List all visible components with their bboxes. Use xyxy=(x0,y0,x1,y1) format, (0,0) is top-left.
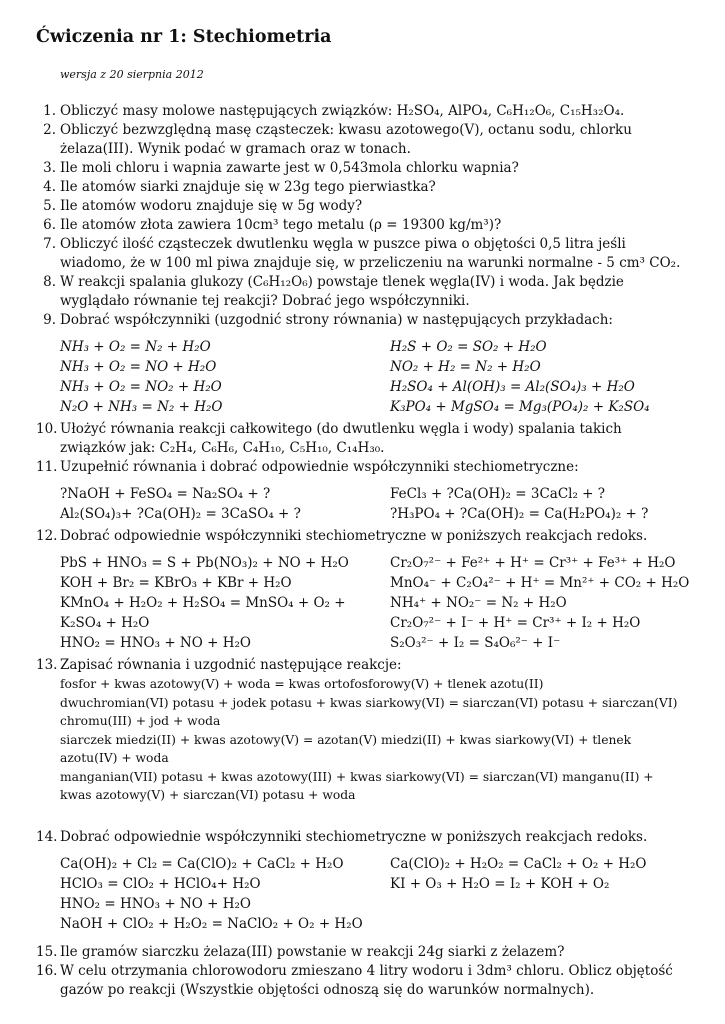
equation: FeCl₃ + ?Ca(OH)₂ = 3CaCl₂ + ? xyxy=(390,486,606,502)
exercise-14: 14. Dobrać odpowiednie współczynniki stechiometryczne w poniższych reakcjach redoks. Ca(OH)₂ + Cl₂ = Ca(ClO)₂ + CaCl₂ + H₂O Ca(ClO)₂ + H₂O₂ = CaCl₂ + O₂ + H₂O HClO₃ = ClO₂ + HClO₄+ H₂O KI + O₃ + H₂O = I₂ + KOH + O₂ HNO₂ = HNO₃ + NO + H₂O NaOH + ClO₂ + H₂O₂ = NaClO₂ + O₂ + H₂O xyxy=(36,828,687,943)
page-title: Ćwiczenia nr 1: Stechiometria xyxy=(36,27,332,47)
equation: NH₃ + O₂ = NO₂ + H₂O xyxy=(60,379,222,395)
equation-grid-9 xyxy=(60,337,687,417)
reaction-line: fosfor + kwas azotowy(V) + woda = kwas ortofosforowy(V) + tlenek azotu(II) xyxy=(60,677,544,691)
equation xyxy=(390,914,687,934)
equation: K₂SO₄ + H₂O xyxy=(60,615,150,631)
exercise-2: 2. Obliczyć bezwzględną masę cząsteczek: kwasu azotowego(V), octanu sodu, chlorku żelaza(III). Wynik podać w gramach oraz w tonach. xyxy=(43,122,632,157)
equation xyxy=(390,894,687,914)
reaction-descriptions xyxy=(60,675,687,805)
equation: NH₃ + O₂ = N₂ + H₂O xyxy=(60,339,211,355)
equation: KMnO₄ + H₂O₂ + H₂SO₄ = MnSO₄ + O₂ + xyxy=(60,595,346,611)
equation: H₂SO₄ + Al(OH)₃ = Al₂(SO₄)₃ + H₂O xyxy=(390,379,635,395)
equation: Al₂(SO₄)₃+ ?Ca(OH)₂ = 3CaSO₄ + ? xyxy=(60,506,301,522)
exercise-5: 5. Ile atomów wodoru znajduje się w 5g wody? xyxy=(43,198,363,214)
version-line: wersja z 20 sierpnia 2012 xyxy=(60,68,204,81)
exercise-6: 6. Ile atomów złota zawiera 10cm³ tego metalu (ρ = 19300 kg/m³)? xyxy=(43,217,502,233)
exercise-4: 4. Ile atomów siarki znajduje się w 23g tego pierwiastka? xyxy=(43,179,436,195)
reaction-line: siarczek miedzi(II) + kwas azotowy(V) = azotan(V) miedzi(II) + kwas siarkowy(VI) + tlenek azotu(IV) + woda xyxy=(60,732,632,765)
equation: KI + O₃ + H₂O = I₂ + KOH + O₂ xyxy=(390,875,610,892)
equation: H₂S + O₂ = SO₂ + H₂O xyxy=(390,339,547,355)
exercise-15: 15. Ile gramów siarczku żelaza(III) powstanie w reakcji 24g siarki z żelazem? xyxy=(36,943,565,960)
equation-grid-12 xyxy=(60,553,690,653)
equation: NO₂ + H₂ = N₂ + H₂O xyxy=(390,359,541,375)
equation: N₂O + NH₃ = N₂ + H₂O xyxy=(60,399,223,415)
equation: HClO₃ = ClO₂ + HClO₄+ H₂O xyxy=(60,875,261,892)
exercise-16: 16. W celu otrzymania chlorowodoru zmieszano 4 litry wodoru i 3dm³ chloru. Oblicz objętość gazów po reakcji (Wszystkie objętości odnoszą się do warunków normalnych). xyxy=(36,962,673,998)
reaction-line: manganian(VII) potasu + kwas azotowy(III) + kwas siarkowy(VI) = siarczan(VI) manganu(II) + kwas azotowy(V) + siarczan(VI) potasu + woda xyxy=(60,769,654,802)
exercise-10: 10. Ułożyć równania reakcji całkowitego (do dwutlenku węgla i wody) spalania takich związków jak: C₂H₄, C₆H₆, C₄H₁₀, C₅H₁₀, C₁₄H₃₀. xyxy=(36,421,622,456)
equation-grid-14 xyxy=(60,854,687,934)
equation: HNO₂ = HNO₃ + NO + H₂O xyxy=(60,635,251,651)
exercise-1: 1. Obliczyć masy molowe następujących związków: H₂SO₄, AlPO₄, C₆H₁₂O₆, C₁₅H₃₂O₄. xyxy=(43,103,625,119)
equation: NH₄⁺ + NO₂⁻ = N₂ + H₂O xyxy=(390,595,567,611)
equation: HNO₂ = HNO₃ + NO + H₂O xyxy=(60,895,251,912)
exercise-12: 12. Dobrać odpowiednie współczynniki stechiometryczne w poniższych reakcjach redoks. PbS + HNO₃ = S + Pb(NO₃)₂ + NO + H₂O Cr₂O₇²⁻ + Fe²⁺ + H⁺ = Cr³⁺ + Fe³⁺ + H₂O KOH + Br₂ = KBrO₃ + KBr + H₂O MnO₄⁻ + C₂O₄²⁻ + H⁺ = Mn²⁺ + CO₂ + H₂O KMnO₄ + H₂O₂ + H₂SO₄ = MnSO₄ + O₂ + NH₄⁺ + NO₂⁻ = N₂ + H₂O K₂SO₄ + H₂O Cr₂O₇²⁻ + I⁻ + H⁺ = Cr³⁺ + I₂ + H₂O HNO₂ = HNO₃ + NO + H₂O S₂O₃²⁻ + I₂ = S₄O₆²⁻ + I⁻ xyxy=(36,528,690,651)
equation: K₃PO₄ + MgSO₄ = Mg₃(PO₄)₂ + K₂SO₄ xyxy=(390,399,650,415)
equation: ?NaOH + FeSO₄ = Na₂SO₄ + ? xyxy=(60,486,271,502)
equation: Cr₂O₇²⁻ + Fe²⁺ + H⁺ = Cr³⁺ + Fe³⁺ + H₂O xyxy=(390,555,676,571)
equation: ?H₃PO₄ + ?Ca(OH)₂ = Ca(H₂PO₄)₂ + ? xyxy=(390,506,649,522)
equation: PbS + HNO₃ = S + Pb(NO₃)₂ + NO + H₂O xyxy=(60,555,349,571)
equation: Cr₂O₇²⁻ + I⁻ + H⁺ = Cr³⁺ + I₂ + H₂O xyxy=(390,615,641,631)
exercise-3: 3. Ile moli chloru i wapnia zawarte jest w 0,543mola chlorku wapnia? xyxy=(43,160,519,176)
equation: MnO₄⁻ + C₂O₄²⁻ + H⁺ = Mn²⁺ + CO₂ + H₂O xyxy=(390,575,690,591)
equation: NH₃ + O₂ = NO + H₂O xyxy=(60,359,217,375)
exercise-8: 8. W reakcji spalania glukozy (C₆H₁₂O₆) powstaje tlenek węgla(IV) i woda. Jak będzie wyglądało równanie tej reakcji? Dobrać jego współczynniki. xyxy=(43,274,624,309)
equation: Ca(OH)₂ + Cl₂ = Ca(ClO)₂ + CaCl₂ + H₂O xyxy=(60,855,344,872)
reaction-line: dwuchromian(VI) potasu + jodek potasu + kwas siarkowy(VI) = siarczan(VI) potasu + siarczan(VI) chromu(III) + jod + woda xyxy=(60,695,678,728)
equation: KOH + Br₂ = KBrO₃ + KBr + H₂O xyxy=(60,575,292,591)
exercise-7: 7. Obliczyć ilość cząsteczek dwutlenku węgla w puszce piwa o objętości 0,5 litra jeśli wiadomo, że w 100 ml piwa znajduje się, w przeliczeniu na warunki normalne - 5 cm³ CO₂. xyxy=(43,236,681,271)
exercise-9: 9. Dobrać współczynniki (uzgodnić strony równania) w następujących przykładach: NH₃ + O₂ = N₂ + H₂O H₂S + O₂ = SO₂ + H₂O NH₃ + O₂ = NO + H₂O NO₂ + H₂ = N₂ + H₂O NH₃ + O₂ = NO₂ + H₂O H₂SO₄ + Al(OH)₃ = Al₂(SO₄)₃ + H₂O N₂O + NH₃ = N₂ + H₂O K₃PO₄ + MgSO₄ = Mg₃(PO₄)₂ + K₂SO₄ xyxy=(36,311,687,417)
exercise-list xyxy=(36,102,690,1000)
equation-grid-11 xyxy=(60,484,687,524)
equation: Ca(ClO)₂ + H₂O₂ = CaCl₂ + O₂ + H₂O xyxy=(390,855,647,872)
exercise-13: 13. Zapisać równania i uzgodnić następujące reakcje: fosfor + kwas azotowy(V) + woda = kwas ortofosforowy(V) + tlenek azotu(II) dwuchromian(VI) potasu + jodek potasu + kwas siarkowy(VI) = siarczan(VI) potasu + siarczan(VI) chromu(III) + jod + woda siarczek miedzi(II) + kwas azotowy(V) = azotan(V) miedzi(II) + kwas siarkowy(VI) + tlenek azotu(IV) + woda manganian(VII) potasu + kwas azotowy(III) + kwas siarkowy(VI) = siarczan(VI) manganu(II) + kwas azotowy(V) + siarczan(VI) potasu + woda xyxy=(36,656,687,828)
exercise-11: 11. Uzupełnić równania i dobrać odpowiednie współczynniki stechiometryczne: ?NaOH + FeSO₄ = Na₂SO₄ + ? FeCl₃ + ?Ca(OH)₂ = 3CaCl₂ + ? Al₂(SO₄)₃+ ?Ca(OH)₂ = 3CaSO₄ + ? ?H₃PO₄ + ?Ca(OH)₂ = Ca(H₂PO₄)₂ + ? xyxy=(36,458,687,524)
equation: NaOH + ClO₂ + H₂O₂ = NaClO₂ + O₂ + H₂O xyxy=(60,915,363,932)
equation: S₂O₃²⁻ + I₂ = S₄O₆²⁻ + I⁻ xyxy=(390,635,561,651)
